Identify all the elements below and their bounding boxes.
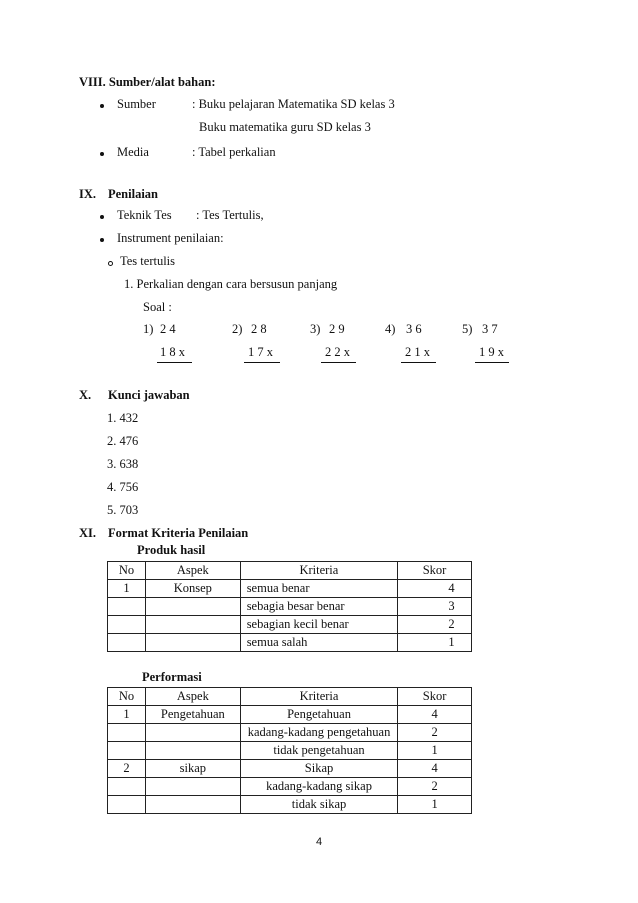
table-row: [108, 778, 472, 796]
header-no: No: [108, 562, 146, 580]
bullet-icon: [100, 238, 104, 242]
bullet-icon: [100, 104, 104, 108]
problem-4-bottom: 2 1 x: [405, 345, 430, 359]
media-label: Media: [117, 145, 149, 159]
section-8-heading: VIII. Sumber/alat bahan:: [79, 75, 216, 89]
cell-skor: 2: [398, 724, 472, 742]
cell-skor: 4: [398, 580, 472, 598]
cell-kriteria: semua benar: [240, 580, 397, 598]
table-row: [108, 580, 472, 598]
problem-2-top: 2 8: [251, 322, 267, 336]
cell-skor: 1: [398, 742, 472, 760]
cell-skor: 2: [398, 616, 472, 634]
cell-aspek: sikap: [145, 760, 240, 778]
problem-3-top: 2 9: [329, 322, 345, 336]
answer-2: 2. 476: [107, 434, 139, 448]
cell-kriteria: tidak pengetahuan: [240, 742, 397, 760]
problem-1-bottom: 1 8 x: [160, 345, 185, 359]
cell-kriteria: Sikap: [240, 760, 397, 778]
problem-4-underline: [401, 362, 436, 363]
problem-5-label: 5): [462, 322, 473, 336]
header-aspek: Aspek: [145, 562, 240, 580]
circle-bullet-icon: [108, 261, 113, 266]
problem-2-underline: [244, 362, 280, 363]
header-kriteria: Kriteria: [240, 688, 397, 706]
cell-kriteria: kadang-kadang pengetahuan: [240, 724, 397, 742]
cell-no: [108, 634, 146, 652]
problem-3-bottom: 2 2 x: [325, 345, 350, 359]
bullet-icon: [100, 215, 104, 219]
problem-1-label: 1): [143, 322, 154, 336]
cell-kriteria: sebagian kecil benar: [240, 616, 397, 634]
cell-aspek: Konsep: [145, 580, 240, 598]
table-row: [108, 616, 472, 634]
page-number: 4: [316, 836, 323, 848]
cell-no: [108, 598, 146, 616]
sumber-value-2: Buku matematika guru SD kelas 3: [199, 120, 371, 134]
produk-hasil-title: Produk hasil: [137, 543, 206, 557]
item-1: 1. Perkalian dengan cara bersusun panjang: [124, 277, 338, 291]
tes-tertulis: Tes tertulis: [120, 254, 176, 268]
cell-aspek: [145, 616, 240, 634]
media-value: : Tabel perkalian: [192, 145, 276, 159]
instrument-label: Instrument penilaian:: [117, 231, 224, 245]
cell-no: [108, 724, 146, 742]
table-row: [108, 796, 472, 814]
table-row: [108, 742, 472, 760]
cell-no: 2: [108, 760, 146, 778]
table-row: [108, 598, 472, 616]
problem-5-bottom: 1 9 x: [479, 345, 504, 359]
cell-aspek: [145, 778, 240, 796]
problem-2-label: 2): [232, 322, 243, 336]
problem-2-bottom: 1 7 x: [248, 345, 273, 359]
cell-aspek: [145, 742, 240, 760]
answer-3: 3. 638: [107, 457, 139, 471]
bullet-icon: [100, 152, 104, 156]
cell-aspek: [145, 724, 240, 742]
header-skor: Skor: [398, 688, 472, 706]
problem-5-underline: [475, 362, 509, 363]
problem-4-label: 4): [385, 322, 396, 336]
cell-no: [108, 742, 146, 760]
cell-kriteria: semua salah: [240, 634, 397, 652]
produk-hasil-table: [107, 561, 472, 652]
section-9-title: Penilaian: [108, 187, 159, 201]
cell-no: [108, 778, 146, 796]
section-11-title: Format Kriteria Penilaian: [108, 526, 249, 540]
performasi-table: [107, 687, 472, 814]
header-kriteria: Kriteria: [240, 562, 397, 580]
problem-5-top: 3 7: [482, 322, 498, 336]
cell-aspek: [145, 598, 240, 616]
cell-no: [108, 796, 146, 814]
sumber-value-1: : Buku pelajaran Matematika SD kelas 3: [192, 97, 395, 111]
cell-skor: 4: [398, 760, 472, 778]
cell-kriteria: kadang-kadang sikap: [240, 778, 397, 796]
cell-skor: 1: [398, 796, 472, 814]
answer-5: 5. 703: [107, 503, 139, 517]
cell-aspek: [145, 634, 240, 652]
cell-skor: 2: [398, 778, 472, 796]
problem-3-label: 3): [310, 322, 321, 336]
answer-1: 1. 432: [107, 411, 139, 425]
table-row: [108, 634, 472, 652]
cell-aspek: [145, 796, 240, 814]
cell-no: 1: [108, 580, 146, 598]
problem-4-top: 3 6: [406, 322, 422, 336]
header-skor: Skor: [398, 562, 472, 580]
cell-kriteria: Pengetahuan: [240, 706, 397, 724]
answer-4: 4. 756: [107, 480, 139, 494]
table-header-row: [108, 688, 472, 706]
teknik-label: Teknik Tes: [117, 208, 172, 222]
section-11-number: XI.: [79, 526, 97, 540]
table-row: [108, 706, 472, 724]
cell-kriteria: tidak sikap: [240, 796, 397, 814]
cell-skor: 4: [398, 706, 472, 724]
problem-3-underline: [321, 362, 356, 363]
performasi-title: Performasi: [142, 670, 202, 684]
cell-kriteria: sebagia besar benar: [240, 598, 397, 616]
cell-no: 1: [108, 706, 146, 724]
table-header-row: [108, 562, 472, 580]
problem-1-top: 2 4: [160, 322, 176, 336]
table-row: [108, 760, 472, 778]
section-9-number: IX.: [79, 187, 97, 201]
table-row: [108, 724, 472, 742]
sumber-label: Sumber: [117, 97, 156, 111]
cell-aspek: Pengetahuan: [145, 706, 240, 724]
cell-skor: 1: [398, 634, 472, 652]
header-no: No: [108, 688, 146, 706]
problem-1-underline: [157, 362, 192, 363]
section-10-number: X.: [79, 388, 92, 402]
header-aspek: Aspek: [145, 688, 240, 706]
soal-label: Soal :: [143, 300, 172, 314]
section-10-title: Kunci jawaban: [108, 388, 190, 402]
teknik-value: : Tes Tertulis,: [196, 208, 264, 222]
cell-skor: 3: [398, 598, 472, 616]
cell-no: [108, 616, 146, 634]
